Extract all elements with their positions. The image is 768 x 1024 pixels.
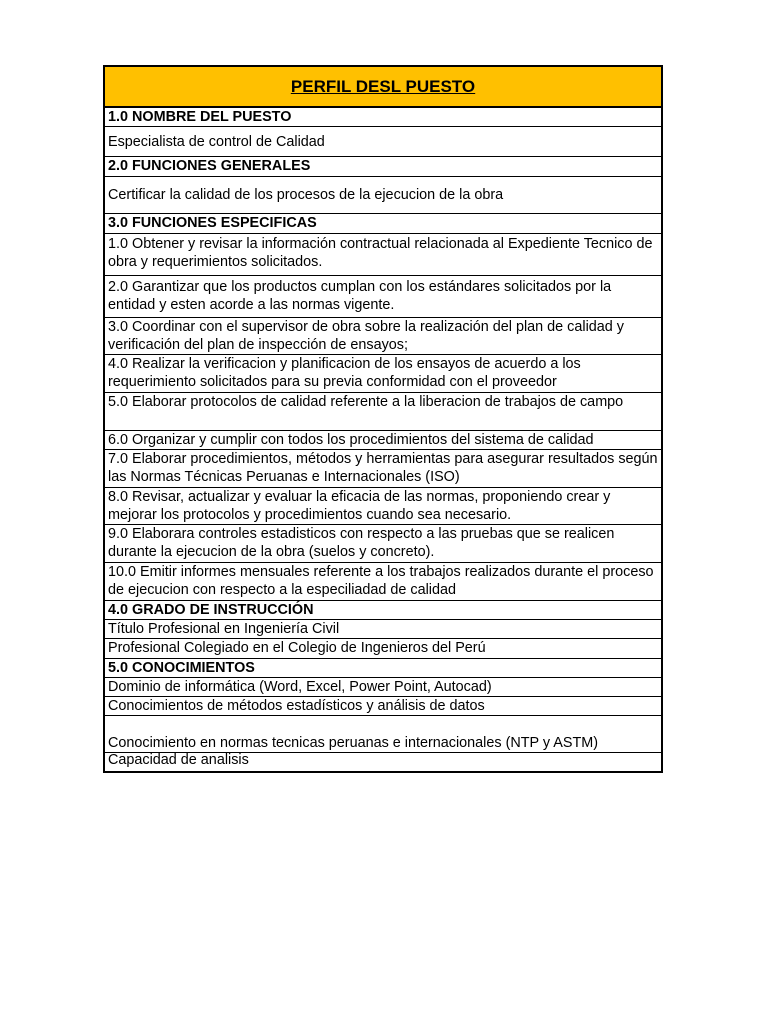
education-item: Título Profesional en Ingeniería Civil xyxy=(105,619,661,638)
knowledge-item: Dominio de informática (Word, Excel, Power Point, Autocad) xyxy=(105,677,661,696)
specific-function-item: 9.0 Elaborara controles estadisticos con respecto a las pruebas que se realicen durante la ejecucion de la obra (suelos y concreto). xyxy=(105,524,661,562)
specific-function-item: 7.0 Elaborar procedimientos, métodos y herramientas para asegurar resultados según las Normas Técnicas Peruanas e Internacionales (ISO) xyxy=(105,449,661,487)
specific-function-item: 4.0 Realizar la verificacion y planificacion de los ensayos de acuerdo a los requerimiento solicitados para su previa conformidad con el proveedor xyxy=(105,354,661,392)
general-functions-cell xyxy=(105,176,661,213)
knowledge-item: Capacidad de analisis xyxy=(105,752,661,771)
job-profile-table xyxy=(103,65,663,773)
section-header-grado-instruccion: 4.0 GRADO DE INSTRUCCIÓN xyxy=(105,600,661,619)
page-title xyxy=(105,67,661,107)
general-functions-text: Certificar la calidad de los procesos de la ejecucion de la obra xyxy=(108,187,504,203)
specific-function-item: 1.0 Obtener y revisar la información contractual relacionada al Expediente Tecnico de obra y requerimientos solicitados. xyxy=(105,233,661,275)
knowledge-item: Conocimiento en normas tecnicas peruanas e internacionales (NTP y ASTM) xyxy=(108,735,599,751)
education-item: Profesional Colegiado en el Colegio de Ingenieros del Perú xyxy=(105,638,661,658)
section-header-funciones-especificas: 3.0 FUNCIONES ESPECIFICAS xyxy=(105,213,661,233)
specific-function-item: 8.0 Revisar, actualizar y evaluar la eficacia de las normas, proponiendo crear y mejorar los protocolos y procedimientos cuando sea necesario. xyxy=(105,487,661,524)
specific-function-item: 3.0 Coordinar con el supervisor de obra sobre la realización del plan de calidad y verificación del plan de inspección de ensayos; xyxy=(105,317,661,354)
section-header-conocimientos: 5.0 CONOCIMIENTOS xyxy=(105,658,661,677)
title-text: PERFIL DESL PUESTO xyxy=(290,76,476,96)
knowledge-item: Conocimientos de métodos estadísticos y análisis de datos xyxy=(105,696,661,715)
knowledge-item-cell xyxy=(105,715,661,752)
specific-function-item: 6.0 Organizar y cumplir con todos los procedimientos del sistema de calidad xyxy=(105,430,661,449)
section-header-nombre: 1.0 NOMBRE DEL PUESTO xyxy=(105,107,661,126)
specific-function-item: 5.0 Elaborar protocolos de calidad referente a la liberacion de trabajos de campo xyxy=(105,392,661,430)
specific-function-item: 10.0 Emitir informes mensuales referente a los trabajos realizados durante el proceso de ejecucion con respecto a la especiliadad de calidad xyxy=(105,562,661,600)
job-name-cell xyxy=(105,126,661,156)
specific-function-item: 2.0 Garantizar que los productos cumplan con los estándares solicitados por la entidad y esten acorde a las normas vigente. xyxy=(105,275,661,317)
section-header-funciones-generales: 2.0 FUNCIONES GENERALES xyxy=(105,156,661,176)
job-name-text: Especialista de control de Calidad xyxy=(108,133,325,150)
